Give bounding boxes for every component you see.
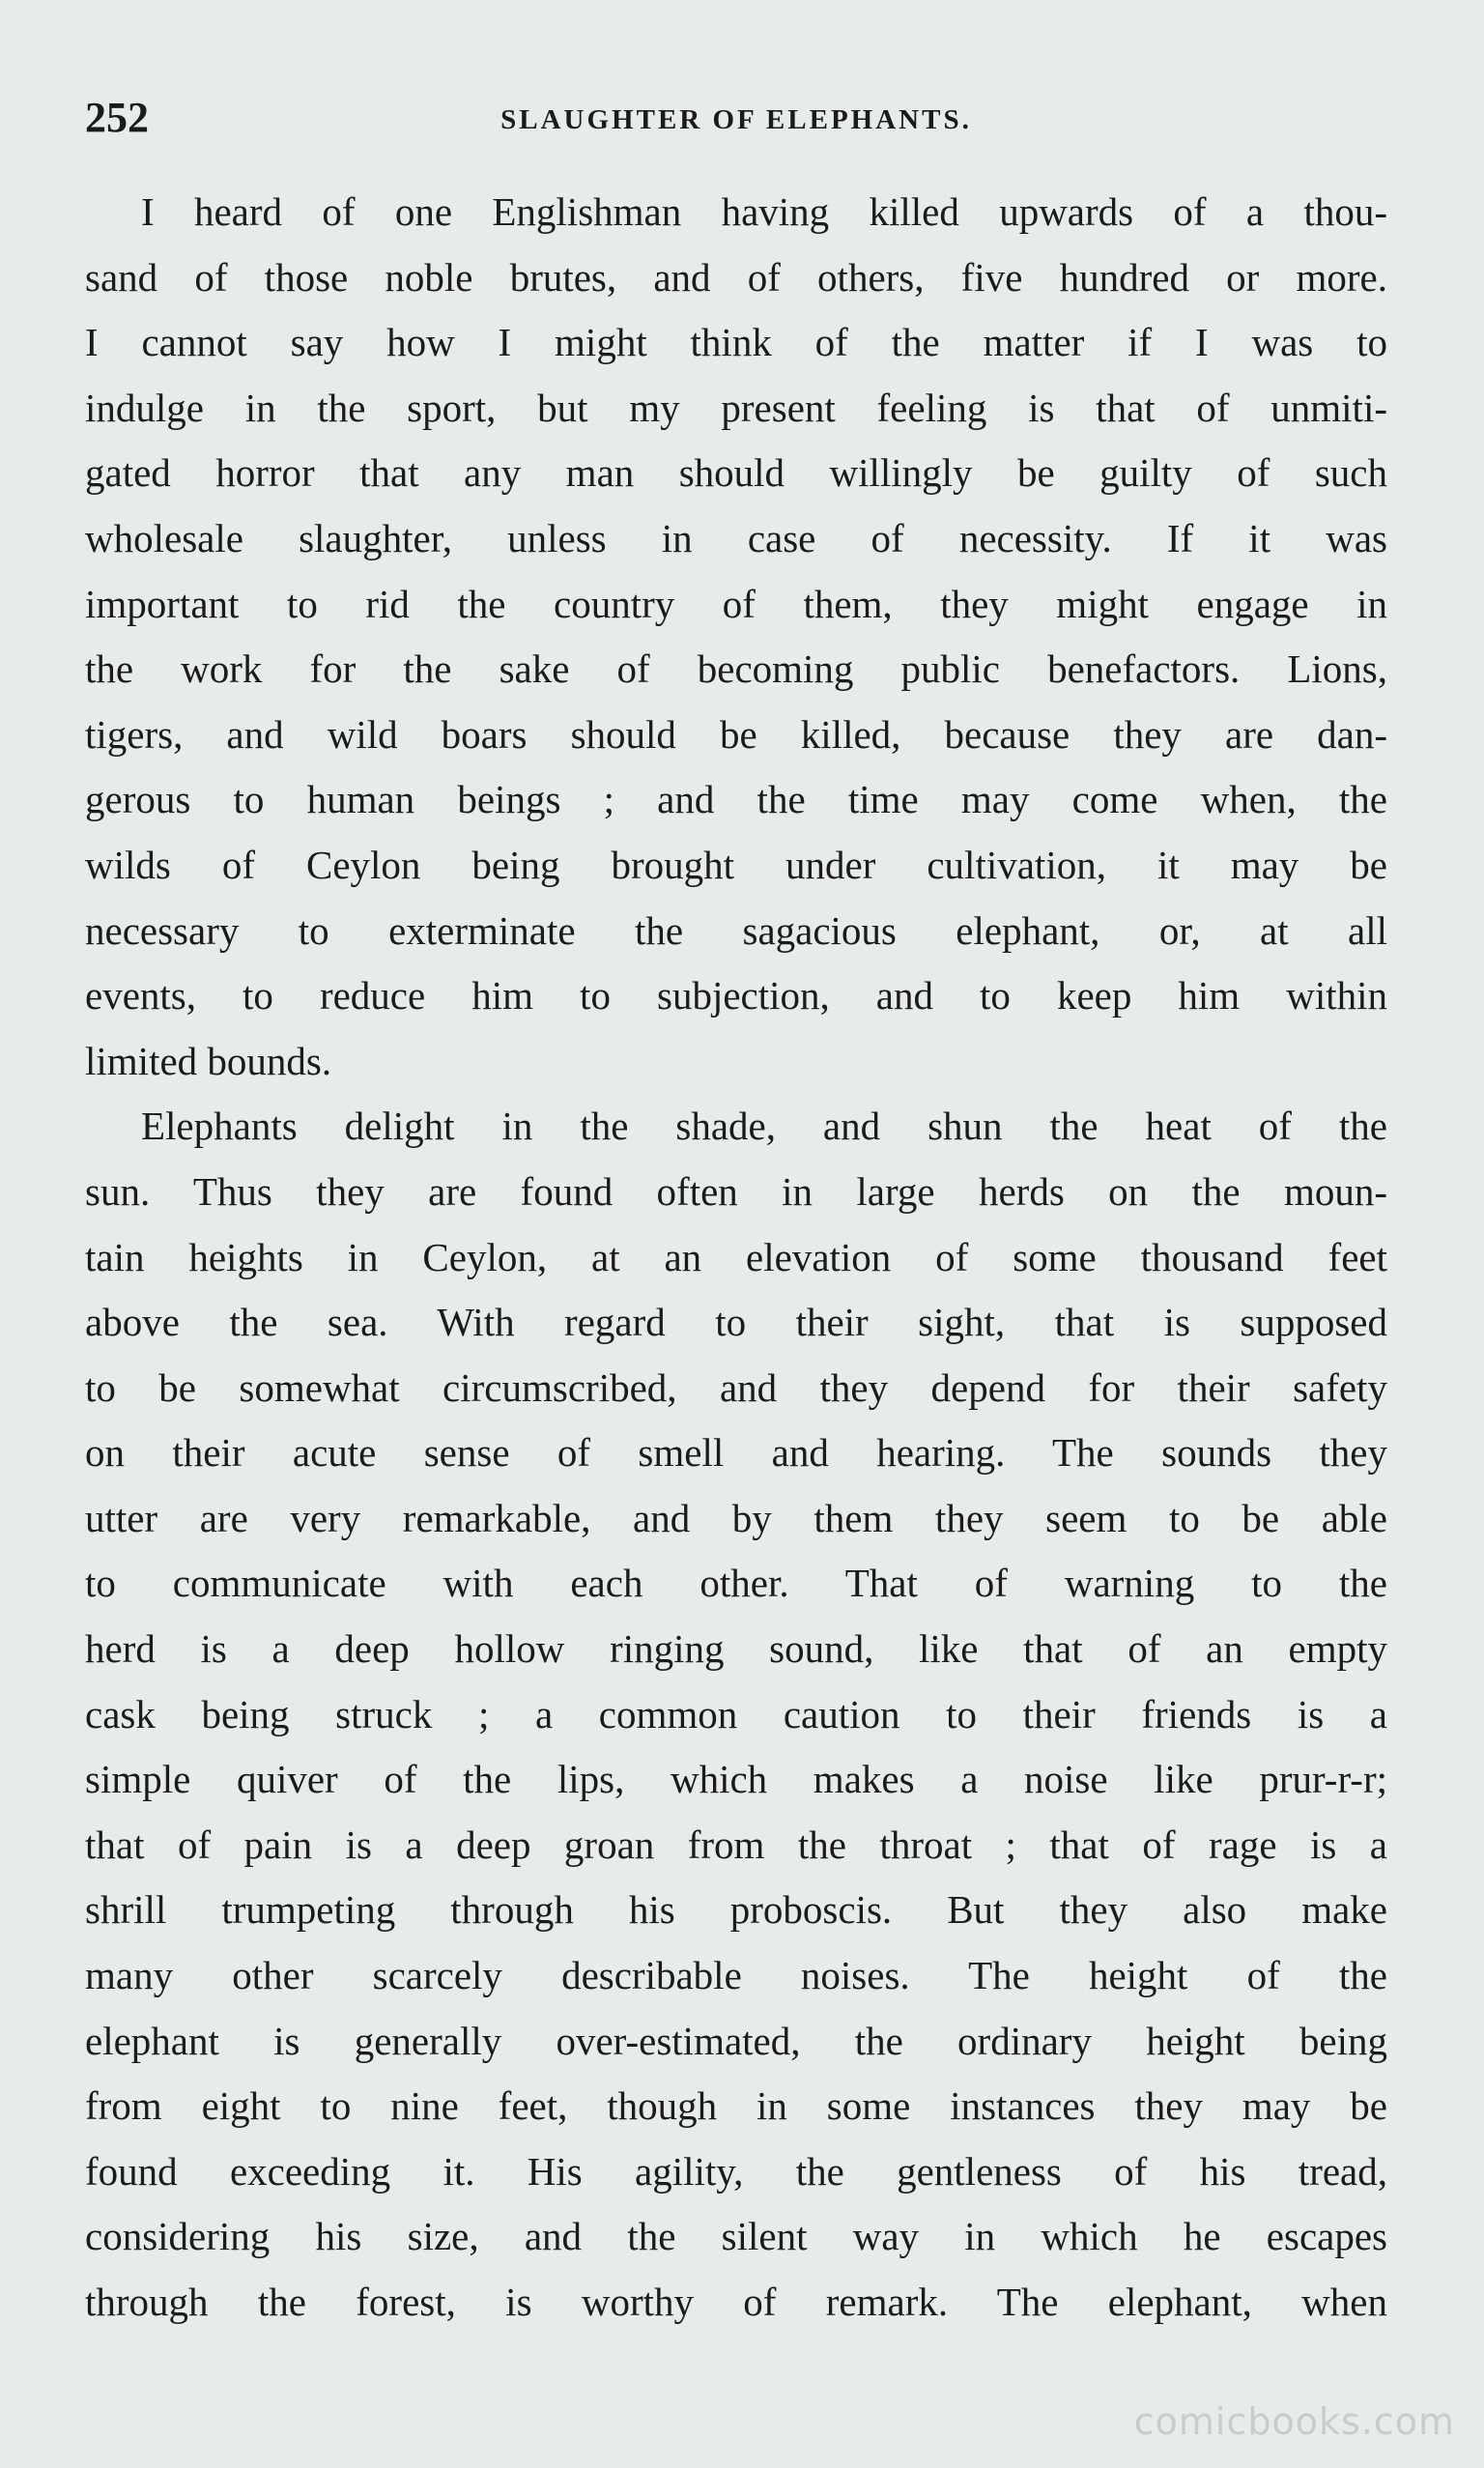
text-line: wholesale slaughter, unless in case of necessity. If it was <box>85 515 1387 560</box>
paragraph-1 <box>85 180 1387 1094</box>
page-number: 252 <box>85 94 149 141</box>
body-text <box>85 180 1387 2336</box>
text-line: to be somewhat circumscribed, and they depend for their safety <box>85 1364 1387 1410</box>
text-line: Elephants delight in the shade, and shun the heat of the <box>141 1104 1387 1149</box>
text-line: elephant is generally over-estimated, the ordinary height being <box>85 2018 1387 2063</box>
text-line: herd is a deep hollow ringing sound, like that of an empty <box>85 1626 1387 1672</box>
text-line: gated horror that any man should willingly be guilty of such <box>85 450 1387 496</box>
running-title: SLAUGHTER OF ELEPHANTS. <box>500 104 972 135</box>
text-line: wilds of Ceylon being brought under cultivation, it may be <box>85 842 1387 887</box>
text-line: many other scarcely describable noises. The height of the <box>85 1953 1387 1998</box>
text-line: tigers, and wild boars should be killed, because they are dan- <box>85 711 1387 757</box>
running-head <box>85 89 1387 147</box>
text-line: important to rid the country of them, they might engage in <box>85 581 1387 626</box>
text-line: sand of those noble brutes, and of others, five hundred or more. <box>85 254 1387 300</box>
text-line: indulge in the sport, but my present feeling is that of unmiti- <box>85 385 1387 430</box>
watermark: comicbooks.com <box>1133 2400 1455 2443</box>
text-line: I heard of one Englishman having killed upwards of a thou- <box>141 189 1387 234</box>
text-line: I cannot say how I might think of the matter if I was to <box>85 320 1387 365</box>
text-line: necessary to exterminate the sagacious elephant, or, at all <box>85 907 1387 953</box>
text-line: above the sea. With regard to their sight, that is supposed <box>85 1300 1387 1345</box>
text-line: gerous to human beings ; and the time may come when, the <box>85 777 1387 822</box>
text-line: that of pain is a deep groan from the throat ; that of rage is a <box>85 1822 1387 1867</box>
text-line: found exceeding it. His agility, the gentleness of his tread, <box>85 2148 1387 2194</box>
text-line: tain heights in Ceylon, at an elevation of some thousand feet <box>85 1234 1387 1279</box>
text-line: sun. Thus they are found often in large herds on the moun- <box>85 1168 1387 1214</box>
text-line: events, to reduce him to subjection, and to keep him within <box>85 973 1387 1019</box>
paragraph-2 <box>85 1094 1387 2335</box>
text-line: the work for the sake of becoming public benefactors. Lions, <box>85 646 1387 692</box>
text-line: shrill trumpeting through his proboscis. But they also make <box>85 1887 1387 1933</box>
text-line: on their acute sense of smell and hearing. The sounds they <box>85 1430 1387 1476</box>
text-line: simple quiver of the lips, which makes a noise like prur-r-r; <box>85 1757 1387 1802</box>
text-line: utter are very remarkable, and by them they seem to be able <box>85 1495 1387 1540</box>
text-line: to communicate with each other. That of warning to the <box>85 1561 1387 1606</box>
text-line: cask being struck ; a common caution to their friends is a <box>85 1691 1387 1736</box>
text-line: from eight to nine feet, though in some instances they may be <box>85 2083 1387 2129</box>
text-line: limited bounds. <box>85 1038 332 1083</box>
text-line: through the forest, is worthy of remark. The elephant, when <box>85 2280 1387 2324</box>
text-line: considering his size, and the silent way in which he escapes <box>85 2214 1387 2259</box>
